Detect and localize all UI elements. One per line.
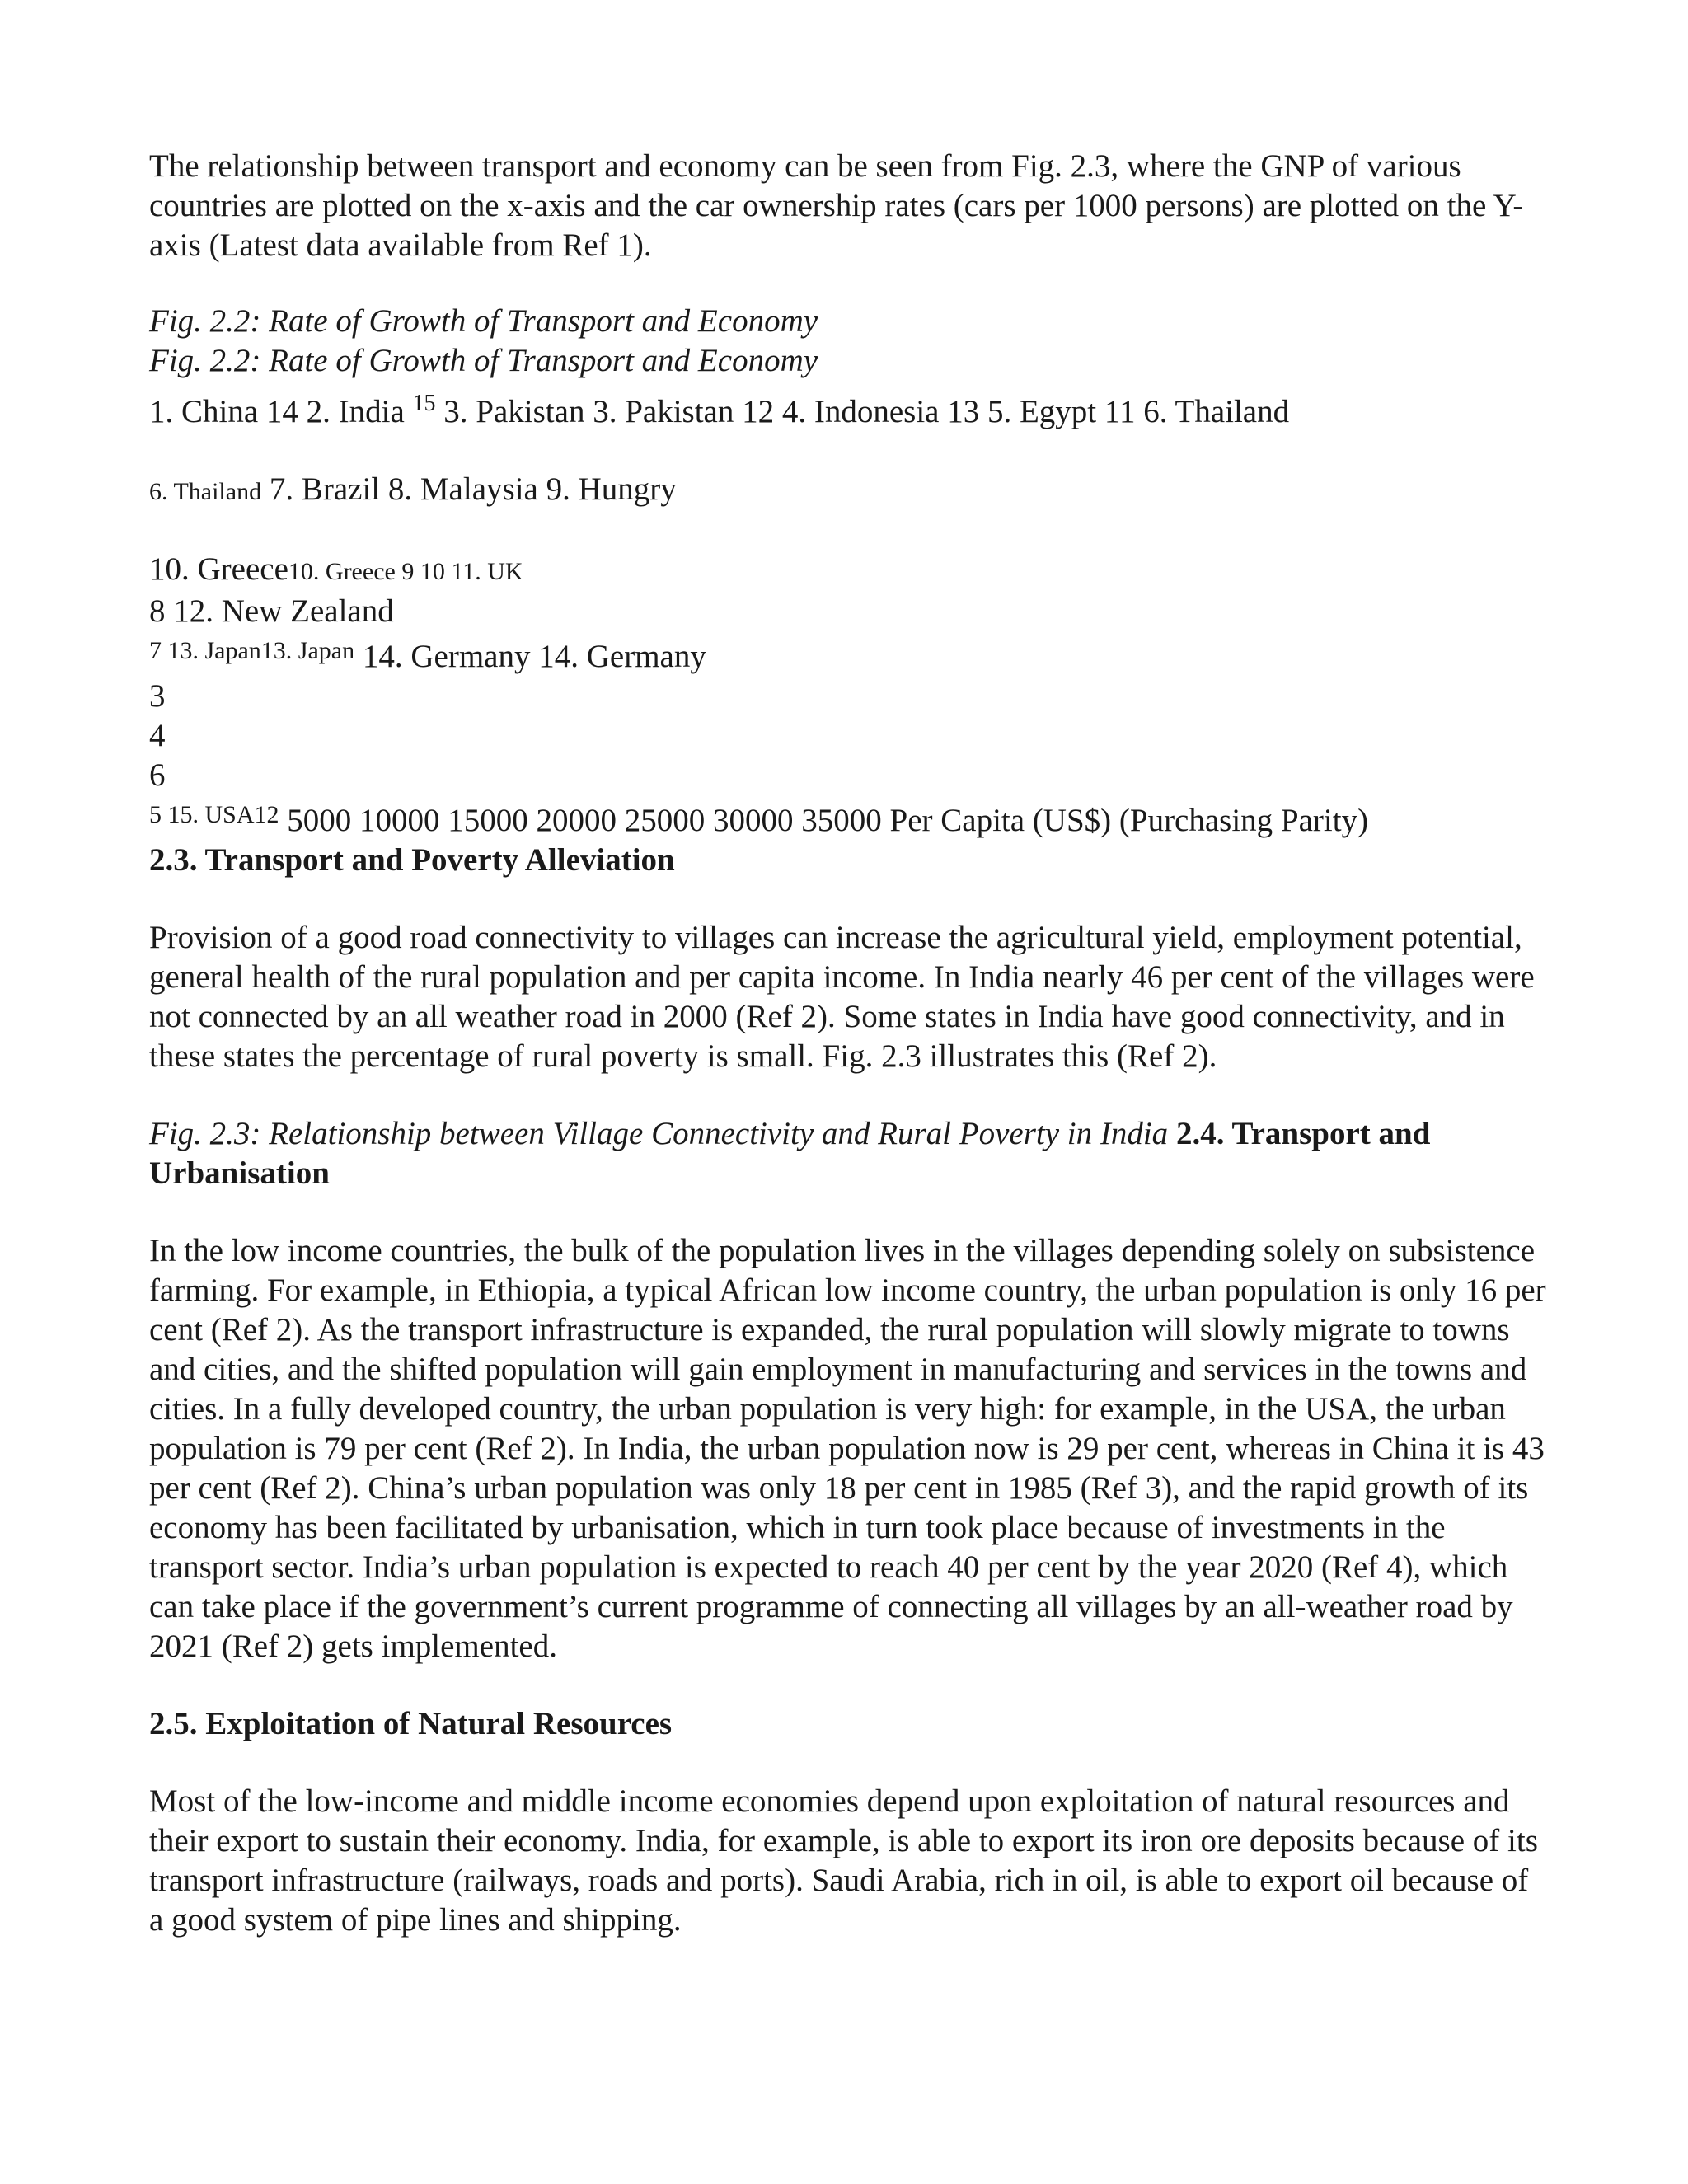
fig-2-2-caption: Fig. 2.2: Rate of Growth of Transport and Economy	[149, 303, 818, 339]
chart-label: 1. China 14 2. India	[149, 394, 405, 429]
chart-line-4: 8 12. New Zealand	[149, 593, 394, 629]
chart-line-1	[149, 384, 1550, 432]
chart-line-7: 4	[149, 718, 166, 753]
chart-line-5	[149, 631, 1550, 677]
chart-label-small: 5 15. USA12	[149, 801, 279, 828]
chart-line-9	[149, 795, 1550, 841]
urbanisation-paragraph: In the low income countries, the bulk of the population lives in the villages depending solely on subsistence farming. For example, in Ethiopia, a typical African low income country, the urban population is only 16 per cent (Ref 2). As the transport infrastructure is expanded, the rural population will slowly migrate to towns and cities, and the shifted population will gain employment in manufacturing and services in the towns and cities. In a fully developed country, the urban population is very high: for example, in the USA, the urban population is 79 per cent (Ref 2). In India, the urban population now is 29 per cent, whereas in China it is 43 per cent (Ref 2). China’s urban population was only 18 per cent in 1985 (Ref 3), and the rapid growth of its economy has been facilitated by urbanisation, which in turn took place because of investments in the transport sector. India’s urban population is expected to reach 40 per cent by the year 2020 (Ref 4), which can take place if the government’s current programme of connecting all villages by an all-weather road by 2021 (Ref 2) gets implemented.	[149, 1233, 1546, 1664]
section-heading-2-3: 2.3. Transport and Poverty Alleviation	[149, 842, 675, 878]
poverty-paragraph: Provision of a good road connectivity to villages can increase the agricultural yield, employment potential, general health of the rural population and per capita income. In India nearly 46 per cent of the villages were not connected by an all weather road in 2000 (Ref 2). Some states in India have good connectivity, and in these states the percentage of rural poverty is small. Fig. 2.3 illustrates this (Ref 2).	[149, 920, 1535, 1074]
section-heading-2-5: 2.5. Exploitation of Natural Resources	[149, 1706, 673, 1741]
resources-paragraph: Most of the low-income and middle income economies depend upon exploitation of natural resources and their export to sustain their economy. India, for example, is able to export its iron ore deposits because of its transport infrastructure (railways, roads and ports). Saudi Arabia, rich in oil, is able to export oil because of a good system of pipe lines and shipping.	[149, 1783, 1538, 1938]
chart-label: 10. Greece	[149, 551, 288, 587]
chart-label-small: 6. Thailand	[149, 478, 262, 505]
intro-paragraph: The relationship between transport and economy can be seen from Fig. 2.3, where the GNP of various countries are plotted on the x-axis and the car ownership rates (cars per 1000 persons) are plotted on the Y-axis (Latest data available from Ref 1).	[149, 148, 1524, 263]
fig-2-2-caption-duplicate: Fig. 2.2: Rate of Growth of Transport and Economy	[149, 343, 818, 378]
fig-2-3-line	[149, 1114, 1550, 1193]
chart-label-small: 10. Greece 9 10 11. UK	[288, 558, 523, 585]
chart-label: 7. Brazil 8. Malaysia 9. Hungry	[269, 471, 677, 507]
chart-axis-labels: 5000 10000 15000 20000 25000 30000 35000 Per Capita (US$) (Purchasing Parity)	[287, 803, 1369, 838]
chart-label: 3. Pakistan 3. Pakistan 12 4. Indonesia 13 5. Egypt 11 6. Thailand	[443, 394, 1290, 429]
chart-text-residue	[149, 384, 1550, 841]
document-page	[149, 147, 1550, 1940]
chart-line-6: 3	[149, 678, 166, 714]
chart-label: 14. Germany 14. Germany	[362, 639, 706, 674]
chart-label-small: 7 13. Japan13. Japan	[149, 637, 355, 664]
chart-label-superscript: 15	[412, 391, 436, 416]
fig-2-3-caption: Fig. 2.3: Relationship between Village Connectivity and Rural Poverty in India	[149, 1116, 1169, 1151]
chart-line-3	[149, 550, 1550, 592]
chart-line-8: 6	[149, 757, 166, 793]
section-heading-2-4: 2.4. Transport and Urbanisation	[149, 1116, 1431, 1191]
chart-line-2	[149, 470, 1550, 512]
